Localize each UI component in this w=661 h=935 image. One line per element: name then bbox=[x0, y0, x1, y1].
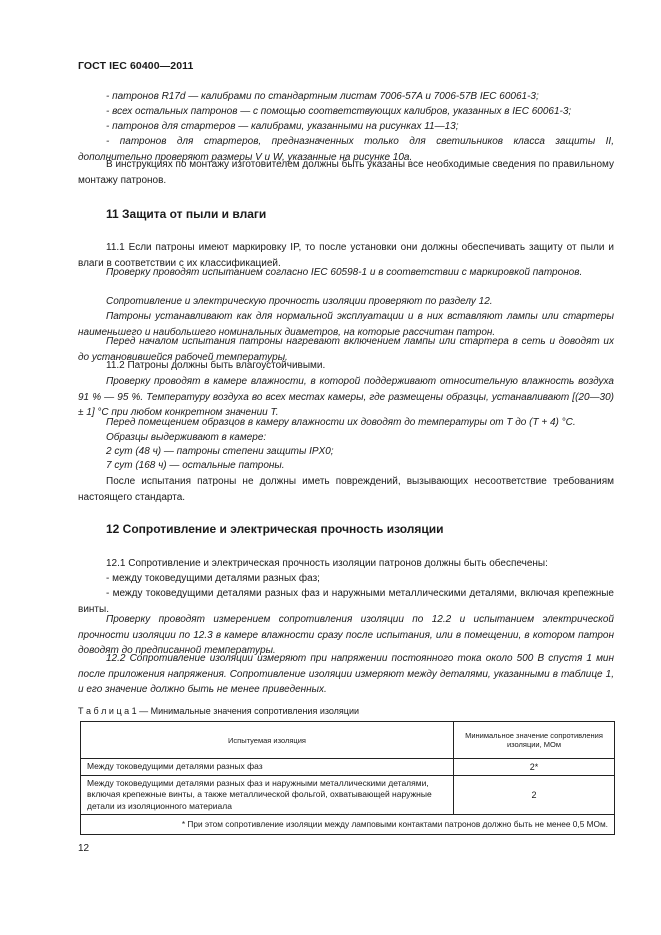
intro-paragraph: В инструкциях по монтажу изготовителем должны быть указаны все необходимые сведения по правильному монтажу патронов. bbox=[78, 159, 614, 186]
s11-para-10: 2 сут (48 ч) — патроны степени защиты IPX0; bbox=[106, 446, 334, 457]
s11-para-11: 7 сут (168 ч) — остальные патроны. bbox=[106, 460, 285, 471]
s11-para-9: Образцы выдерживают в камере: bbox=[106, 432, 267, 443]
s12-para-5: 12.2 Сопротивление изоляции измеряют при напряжении постоянного тока около 500 В спустя 1 мин после приложения напряжения. Сопротивление изоляции измеряют между деталями, указанными в таблице 1, и его значение должно быть не менее приведенных. bbox=[78, 653, 614, 695]
insulation-resistance-table bbox=[80, 721, 615, 835]
table-footnote: * При этом сопротивление изоляции между ламповыми контактами патронов должно быть не менее 0,5 МОм. bbox=[81, 815, 615, 835]
s11-para-12: После испытания патроны не должны иметь повреждений, вызывающих несоответствие требованиям настоящего стандарта. bbox=[78, 476, 614, 503]
s11-para-1: 11.1 Если патроны имеют маркировку IP, то после установки они должны обеспечивать защиту от пыли и влаги в соответствии с их классификацией. bbox=[78, 242, 614, 269]
s11-para-3: Сопротивление и электрическую прочность изоляции проверяют по разделу 12. bbox=[106, 296, 493, 307]
table-cell-insulation: Между токоведущими деталями разных фаз и наружными металлическими деталями, включая крепежные винты, а также металлической фольгой, охватывающей наружные детали из изоляционного материала bbox=[81, 775, 454, 815]
s11-para-5: Перед началом испытания патроны нагревают включением лампы или стартера в сеть и доводят их до установившейся рабочей температуры. bbox=[78, 336, 614, 363]
s11-para-8: Перед помещением образцов в камеру влажности их доводят до температуры от T до (T + 4) °С. bbox=[106, 417, 576, 428]
s11-para-7: Проверку проводят в камере влажности, в которой поддерживают относительную влажность воздуха 91 % — 95 %. Температуру воздуха во всех местах камеры, где размещены образцы, устанавливают [(20—30) ± 1] °С при любом конкретном значении T. bbox=[78, 376, 614, 418]
column-header-insulation: Испытуемая изоляция bbox=[81, 722, 454, 759]
intro-item-3: - патронов для стартеров — калибрами, указанными на рисунках 11—13; bbox=[106, 121, 459, 132]
s11-para-2: Проверку проводят испытанием согласно IEC 60598-1 и в соответствии с маркировкой патронов. bbox=[106, 267, 583, 278]
column-header-resistance: Минимальное значение сопротивления изоляции, МОм bbox=[454, 722, 615, 759]
page-header: ГОСТ IEC 60400—2011 bbox=[78, 60, 194, 72]
table-row bbox=[81, 759, 615, 776]
s11-para-4: Патроны устанавливают как для нормальной эксплуатации и в них вставляют лампы или стартеры наименьшего и наибольшего номинальных диаметров, на которые рассчитан патрон. bbox=[78, 311, 614, 338]
table-header-row bbox=[81, 722, 615, 759]
table-cell-value: 2 bbox=[454, 775, 615, 815]
table-cell-insulation: Между токоведущими деталями разных фаз bbox=[81, 759, 454, 776]
s11-para-6: 11.2 Патроны должны быть влагоустойчивыми. bbox=[106, 360, 326, 371]
intro-item-2: - всех остальных патронов — с помощью соответствующих калибров, указанных в IEC 60061-3; bbox=[106, 106, 572, 117]
table-caption: Т а б л и ц а 1 — Минимальные значения сопротивления изоляции bbox=[78, 706, 360, 716]
s12-para-4: Проверку проводят измерением сопротивления изоляции по 12.2 и испытанием электрической прочности изоляции по 12.3 в камере влажности сразу после испытания, или в помещении, в котором патрон доводят до предписанной температуры. bbox=[78, 614, 614, 656]
intro-item-4: - патронов для стартеров, предназначенных только для светильников класса защиты II, дополнительно проверяют размеры V и W, указанные на рисунке 10а. bbox=[78, 136, 614, 163]
table-footnote-row bbox=[81, 815, 615, 835]
s12-para-1: 12.1 Сопротивление и электрическая прочность изоляции патронов должны быть обеспечены: bbox=[106, 558, 548, 569]
intro-item-1: - патронов R17d — калибрами по стандартным листам 7006-57A и 7006-57B IEC 60061-3; bbox=[106, 91, 539, 102]
s12-para-3: - между токоведущими деталями разных фаз и наружными металлическими деталями, включая крепежные винты. bbox=[78, 588, 614, 615]
section-12-heading: 12 Сопротивление и электрическая прочность изоляции bbox=[106, 522, 444, 536]
table-row bbox=[81, 775, 615, 815]
table-cell-value: 2* bbox=[454, 759, 615, 776]
section-11-heading: 11 Защита от пыли и влаги bbox=[106, 207, 267, 221]
s12-para-2: - между токоведущими деталями разных фаз; bbox=[106, 573, 320, 584]
page-number: 12 bbox=[78, 843, 90, 854]
